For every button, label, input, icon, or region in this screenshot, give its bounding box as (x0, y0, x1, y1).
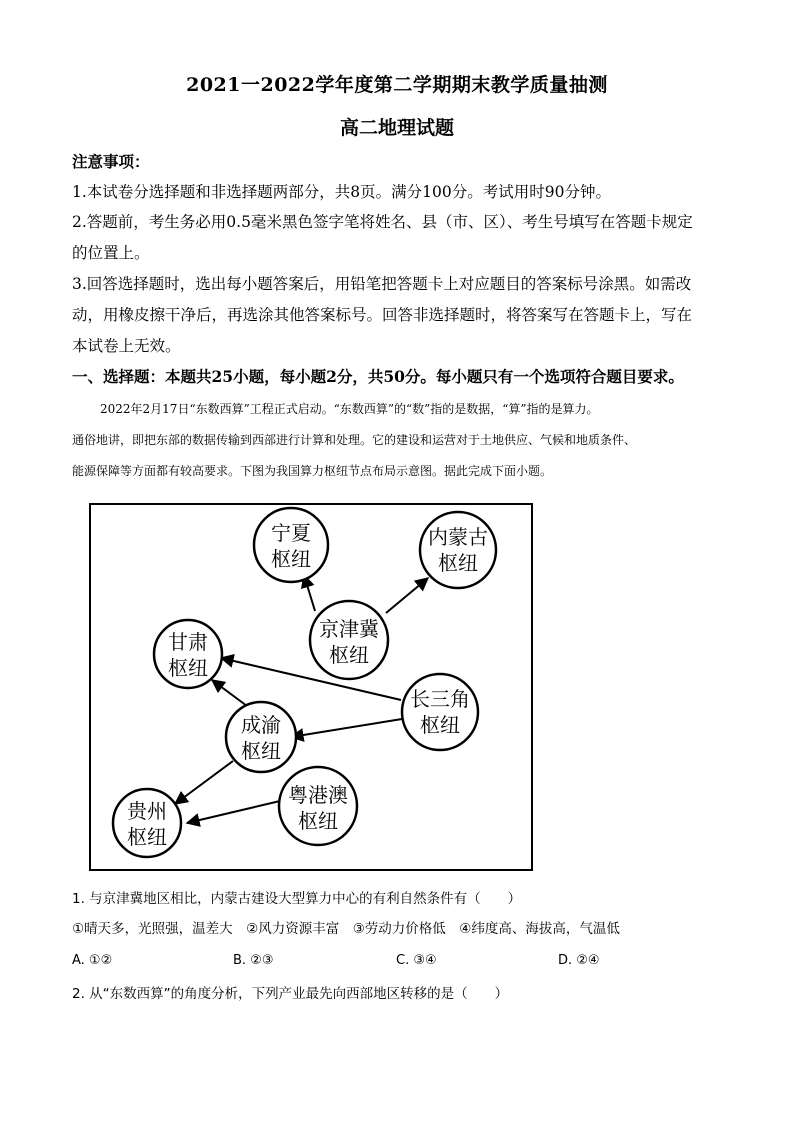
question-1-option-d[interactable]: D. ②④ (558, 953, 600, 968)
arrow-yuegangao-to-guizhou (187, 801, 280, 823)
node-gansu (154, 620, 222, 688)
intro-line-3: 能源保障等方面都有较高要求。下图为我国算力枢纽节点布局示意图。据此完成下面小题。 (72, 464, 553, 478)
notice-item-3-line-2: 动，用橡皮擦干净后，再选涂其他答案标号。回答非选择题时，将答案写在答题卡上，写在 (72, 306, 693, 324)
hub-layout-diagram (89, 503, 533, 871)
question-2-stem: 2. 从“东数西算”的角度分析，下列产业最先向西部地区转移的是（ ） (72, 986, 509, 1002)
question-1-statements: ①晴天多，光照强，温差大 ②风力资源丰富 ③劳动力价格低 ④纬度高、海拔高，气温低 (72, 921, 620, 937)
node-changsanjiao (402, 674, 478, 750)
node-neimenggu-line1: 内蒙古 (428, 525, 488, 549)
node-ningxia-line2: 枢纽 (271, 547, 311, 571)
exam-subtitle: 高二地理试题 (339, 117, 454, 139)
arrow-jingjinji-to-ningxia (304, 575, 315, 611)
node-changsanjiao-line1: 长三角 (410, 687, 470, 711)
notice-heading: 注意事项： (72, 152, 150, 171)
node-ningxia (254, 508, 328, 582)
node-yuegangao (279, 767, 357, 845)
node-changsanjiao-line2: 枢纽 (420, 713, 460, 737)
node-yuegangao-line2: 枢纽 (298, 809, 338, 833)
node-jingjinji-line1: 京津冀 (319, 617, 379, 641)
arrow-chengyu-to-gansu (212, 680, 247, 706)
node-jingjinji-line2: 枢纽 (329, 643, 369, 667)
notice-item-2-line-1: 2.答题前，考生务必用0.5毫米黑色签字笔将姓名、县（市、区）、考生号填写在答题卡规定 (72, 213, 693, 231)
question-1-option-a[interactable]: A. ①② (72, 953, 113, 968)
question-1-stem: 1. 与京津冀地区相比，内蒙古建设大型算力中心的有利自然条件有（ ） (72, 891, 522, 907)
node-guizhou-line2: 枢纽 (127, 825, 167, 849)
node-gansu-line1: 甘肃 (168, 630, 208, 654)
intro-line-2: 通俗地讲，即把东部的数据传输到西部进行计算和处理。它的建设和运营对于土地供应、气候和地质条件、 (72, 433, 637, 447)
node-guizhou-line1: 贵州 (127, 799, 167, 823)
node-guizhou (113, 789, 181, 857)
node-gansu-line2: 枢纽 (168, 656, 208, 680)
intro-line-1: 2022年2月17日“东数西算”工程正式启动。“东数西算”的“数”指的是数据，“算”指的是算力。 (100, 402, 599, 416)
notice-item-1: 1.本试卷分选择题和非选择题两部分，共8页。满分100分。考试用时90分钟。 (72, 183, 611, 201)
arrow-jingjinji-to-neimenggu (386, 578, 428, 613)
arrow-chengyu-to-guizhou (175, 761, 233, 804)
question-1-option-b[interactable]: B. ②③ (233, 953, 274, 968)
node-neimenggu (420, 512, 496, 588)
node-chengyu (226, 702, 296, 772)
node-yuegangao-line1: 粤港澳 (288, 783, 348, 807)
question-1-option-c[interactable]: C. ③④ (396, 953, 437, 968)
arrow-changsanjiao-to-chengyu (291, 719, 402, 737)
node-chengyu-line1: 成渝 (241, 713, 281, 737)
section-1-heading: 一、选择题：本题共25小题，每小题2分，共50分。每小题只有一个选项符合题目要求。 (72, 367, 684, 386)
exam-title: 2021一2022学年度第二学期期末教学质量抽测 (186, 74, 608, 96)
node-jingjinji (310, 601, 388, 679)
node-chengyu-line2: 枢纽 (241, 739, 281, 763)
notice-item-3-line-1: 3.回答选择题时，选出每小题答案后，用铅笔把答题卡上对应题目的答案标号涂黑。如需改 (72, 275, 692, 293)
notice-item-2-line-2: 的位置上。 (72, 244, 150, 262)
node-ningxia-line1: 宁夏 (271, 521, 311, 545)
node-neimenggu-line2: 枢纽 (438, 551, 478, 575)
notice-item-3-line-3: 本试卷上无效。 (72, 337, 181, 355)
